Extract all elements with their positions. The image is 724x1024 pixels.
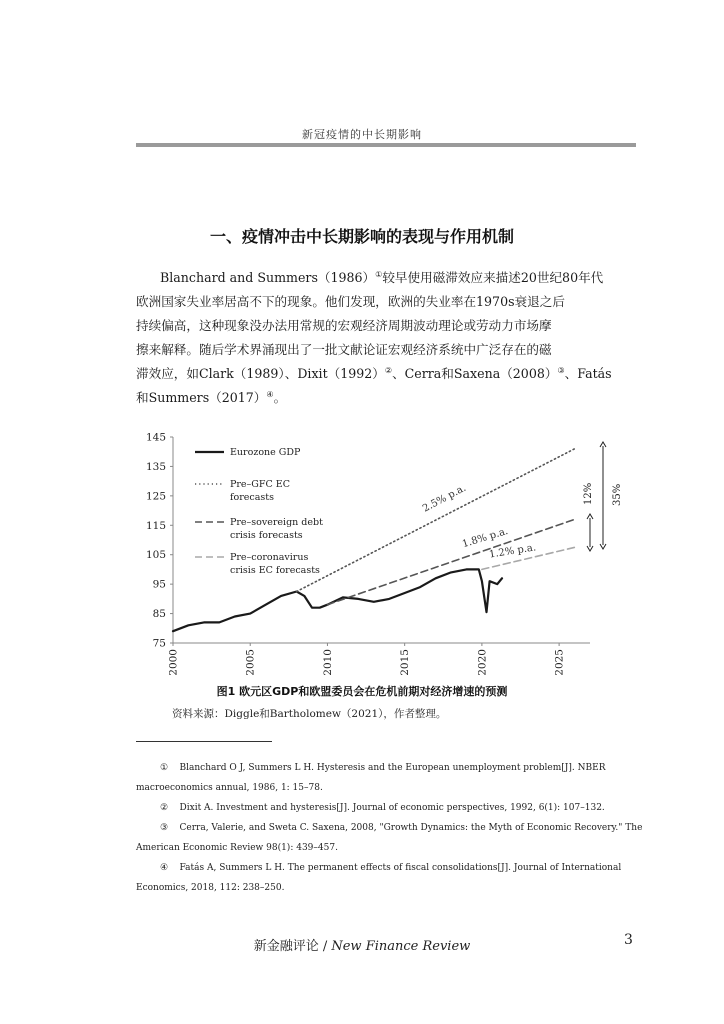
y-tick-label: 115: [145, 519, 166, 532]
paragraph-line-5: 滞效应，如Clark（1989）、Dixit（1992）②、Cerra和Saxena（2008）③、Fatás: [136, 365, 612, 381]
y-tick-label: 95: [152, 578, 166, 591]
footnote-ref-2: ②: [384, 365, 393, 375]
footnote-ref-4: ④: [266, 389, 274, 399]
x-tick-label: 2000: [167, 649, 180, 676]
paragraph-line-3: 持续偏高，这种现象没办法用常规的宏观经济周期波动理论或劳动力市场摩: [136, 318, 552, 333]
series-line-2: [297, 449, 575, 592]
legend-label-1: Eurozone GDP: [230, 447, 301, 458]
footnote-3-cont: American Economic Review 98(1): 439–457.: [136, 843, 338, 853]
legend-label-4: Pre–coronavirus: [230, 552, 309, 563]
paragraph-line-4: 擦来解释。随后学术界涌现出了一批文献论证宏观经济系统中广泛存在的磁: [136, 342, 552, 357]
x-tick-label: 2025: [553, 649, 566, 676]
gap-label-35: 35%: [612, 483, 623, 506]
x-tick-label: 2015: [399, 649, 412, 676]
footnote-1: ① Blanchard O J, Summers L H. Hysteresis and the European unemployment problem[J]. NBER: [160, 763, 606, 773]
figure-source: 资料来源：Diggle和Bartholomew（2021），作者整理。: [172, 708, 447, 720]
journal-footer: 新金融评论 / New Finance Review: [253, 939, 471, 954]
paragraph-line-2: 欧洲国家失业率居高不下的现象。他们发现，欧洲的失业率在1970s衰退之后: [136, 294, 565, 309]
footnote-3: ③ Cerra, Valerie, and Sweta C. Saxena, 2008, "Growth Dynamics: the Myth of Economic Recovery." The: [160, 823, 643, 833]
legend-label-3: Pre–sovereign debt: [230, 517, 323, 528]
series-line-1: [173, 569, 502, 631]
y-tick-label: 105: [145, 549, 166, 562]
legend-label-2: Pre–GFC EC: [230, 479, 290, 490]
y-tick-label: 135: [145, 460, 166, 473]
page-number: 3: [624, 932, 633, 948]
figure-caption: 图1 欧元区GDP和欧盟委员会在危机前期对经济增速的预测: [216, 685, 508, 698]
footnote-4: ④ Fatás A, Summers L H. The permanent effects of fiscal consolidations[J]. Journal of International: [160, 863, 622, 873]
paragraph-line-1: Blanchard and Summers（1986）①较早使用磁滞效应来描述20世纪80年代: [160, 269, 604, 285]
series-line-3: [327, 519, 574, 604]
y-tick-label: 85: [152, 608, 166, 621]
y-tick-label: 145: [145, 431, 166, 444]
growth-rate-label-2: 1.8% p.a.: [461, 525, 510, 551]
footnote-2: ② Dixit A. Investment and hysteresis[J]. Journal of economic perspectives, 1992, 6(1): 107–132.: [160, 803, 605, 813]
running-header: 新冠疫情的中长期影响: [302, 128, 422, 141]
footnote-rule: [136, 741, 272, 742]
x-tick-label: 2020: [476, 649, 489, 676]
x-tick-label: 2010: [321, 649, 334, 676]
legend-label-3: crisis forecasts: [230, 530, 303, 541]
footnote-1-cont: macroeconomics annual, 1986, 1: 15–78.: [136, 783, 323, 793]
footnote-4-cont: Economics, 2018, 112: 238–250.: [136, 883, 285, 893]
paragraph-line-6: 和Summers（2017）④。: [136, 389, 287, 405]
y-tick-label: 125: [145, 490, 166, 503]
gap-label-12: 12%: [583, 482, 594, 505]
y-tick-label: 75: [152, 637, 166, 650]
growth-rate-label-3: 1.2% p.a.: [488, 542, 537, 561]
legend-label-4: crisis EC forecasts: [230, 565, 320, 576]
legend-label-2: forecasts: [230, 492, 274, 503]
growth-rate-label-1: 2.5% p.a.: [420, 482, 468, 515]
x-tick-label: 2005: [244, 649, 257, 676]
footnote-ref-3: ③: [557, 365, 565, 375]
footnote-ref-1: ①: [375, 269, 383, 279]
section-heading: 一、疫情冲击中长期影响的表现与作用机制: [209, 227, 514, 246]
